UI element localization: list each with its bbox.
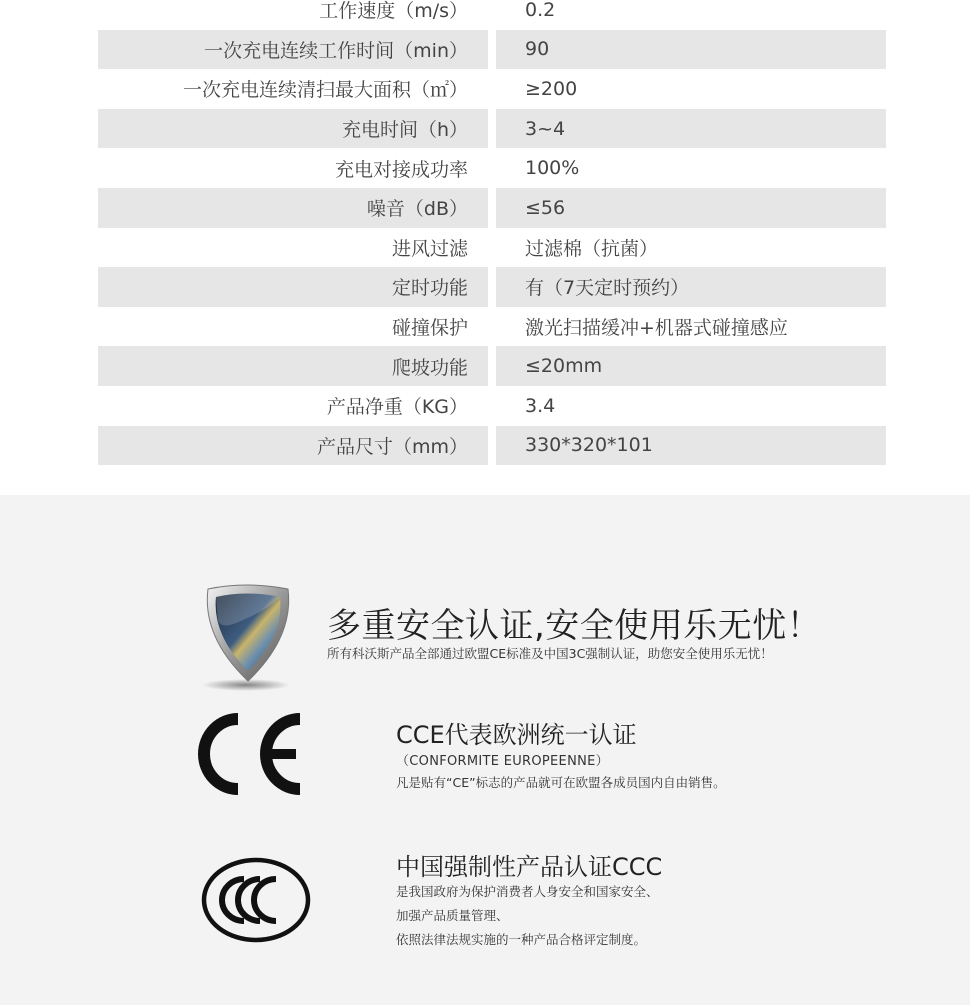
spec-value: 90 — [496, 30, 886, 70]
spec-label: 一次充电连续清扫最大面积（㎡） — [182, 79, 468, 102]
spec-row — [98, 267, 886, 307]
spec-row — [98, 386, 886, 426]
spec-value: 100% — [525, 157, 580, 180]
spec-table — [98, 0, 886, 465]
ccc-mark-icon — [200, 857, 312, 943]
spec-row — [98, 0, 886, 30]
ce-subtitle: （CONFORMITE EUROPEENNE） — [396, 754, 609, 769]
spec-row — [98, 148, 886, 188]
certification-section — [0, 495, 970, 1005]
spec-row — [98, 228, 886, 268]
spec-label: 定时功能 — [98, 267, 488, 307]
spec-value: 过滤棉（抗菌） — [525, 237, 659, 260]
spec-label: 进风过滤 — [391, 237, 468, 260]
spec-row — [98, 426, 886, 466]
ce-mark-icon — [196, 713, 308, 795]
spec-value: ≤56 — [496, 188, 886, 228]
spec-value: 有（7天定时预约） — [496, 267, 886, 307]
spec-value: 3~4 — [496, 109, 886, 149]
spec-value: 330*320*101 — [496, 426, 886, 466]
spec-row — [98, 30, 886, 70]
spec-label: 充电时间（h） — [98, 109, 488, 149]
ccc-line: 加强产品质量管理、 — [396, 908, 509, 923]
ccc-line: 依照法律法规实施的一种产品合格评定制度。 — [396, 932, 647, 947]
spec-label: 工作速度（m/s） — [319, 0, 468, 23]
ce-title: CCE代表欧洲统一认证 — [396, 721, 637, 749]
spec-label: 噪音（dB） — [98, 188, 488, 228]
hero-title: 多重安全认证,安全使用乐无忧！ — [327, 606, 822, 646]
ce-description: 凡是贴有“CE”标志的产品就可在欧盟各成员国内自由销售。 — [396, 775, 726, 790]
spec-label: 爬坡功能 — [98, 346, 488, 386]
ccc-title: 中国强制性产品认证CCC — [396, 853, 663, 881]
spec-row — [98, 109, 886, 149]
spec-value: ≤20mm — [496, 346, 886, 386]
spec-row — [98, 69, 886, 109]
spec-value: ≥200 — [525, 77, 578, 100]
spec-label: 充电对接成功率 — [334, 158, 468, 181]
spec-label: 一次充电连续工作时间（min） — [98, 30, 488, 70]
spec-value: 0.2 — [525, 0, 556, 21]
spec-label: 产品尺寸（mm） — [98, 426, 488, 466]
spec-label: 碰撞保护 — [391, 317, 468, 340]
spec-row — [98, 346, 886, 386]
shield-icon — [196, 581, 300, 693]
ccc-line: 是我国政府为保护消费者人身安全和国家安全、 — [396, 884, 659, 899]
spec-value: 激光扫描缓冲+机器式碰撞感应 — [525, 317, 788, 340]
spec-row — [98, 307, 886, 347]
hero-subtitle: 所有科沃斯产品全部通过欧盟CE标准及中国3C强制认证，助您安全使用乐无忧！ — [327, 646, 773, 661]
spec-value: 3.4 — [525, 394, 556, 417]
spec-label: 产品净重（KG） — [326, 396, 468, 419]
spec-row — [98, 188, 886, 228]
